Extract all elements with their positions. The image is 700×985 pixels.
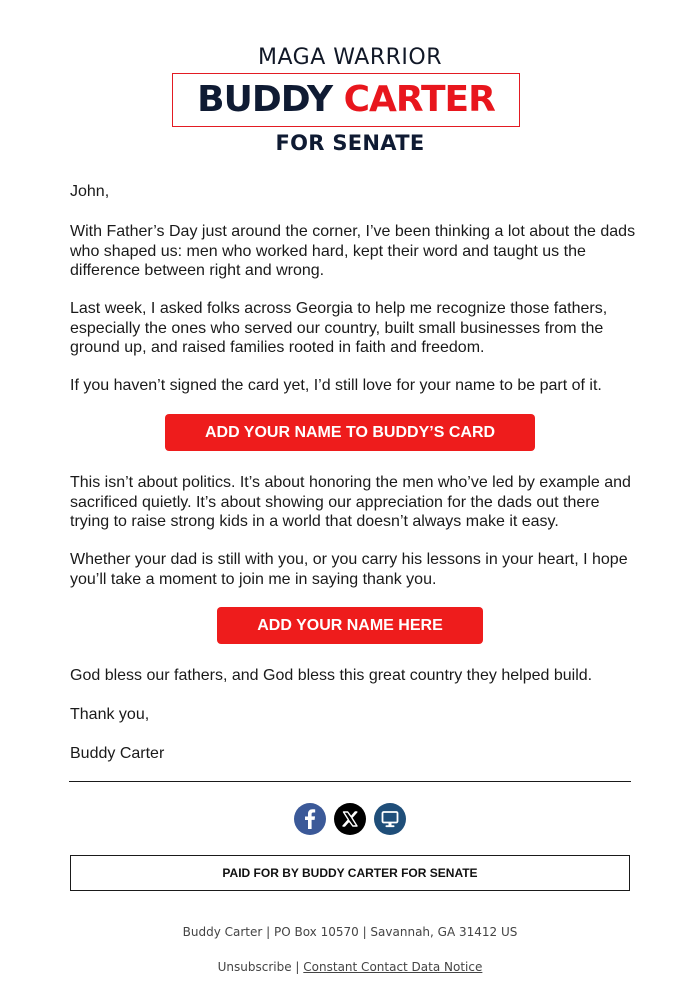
unsubscribe-link[interactable]: Unsubscribe [217,960,292,974]
paid-for-disclaimer: PAID FOR BY BUDDY CARTER FOR SENATE [70,855,630,891]
add-name-to-card-button[interactable]: ADD YOUR NAME TO BUDDY’S CARD [165,414,535,451]
signature: Buddy Carter [70,745,165,762]
paragraph-1: With Father’s Day just around the corner, I’ve been thinking a lot about the dads who shaped us: men who worked hard, kept their word and taught us the difference between right and wrong. [70,223,636,279]
greeting: John, [70,183,110,200]
website-icon[interactable] [374,803,406,835]
logo [172,73,520,127]
paragraph-5: Whether your dad is still with you, or you carry his lessons in your heart, I hope you’ll take a moment to join me in saying thank you. [70,551,628,588]
footer-separator: | [295,960,300,974]
logo-first-name: BUDDY [197,79,333,120]
paragraph-6: God bless our fathers, and God bless this great country they helped build. [70,667,593,684]
paragraph-2: Last week, I asked folks across Georgia to help me recognize those fathers, especially the ones who served our country, built small businesses from the ground up, and raised families rooted in faith and freedom. [70,300,608,356]
divider [69,781,631,782]
logo-tagline: MAGA WARRIOR [258,45,442,70]
paragraph-3: If you haven’t signed the card yet, I’d still love for your name to be part of it. [70,377,602,394]
add-name-here-button[interactable]: ADD YOUR NAME HERE [217,607,483,644]
logo-subtitle: FOR SENATE [275,131,425,155]
footer-address: Buddy Carter | PO Box 10570 | Savannah, GA 31412 US [182,925,518,939]
facebook-icon[interactable] [294,803,326,835]
logo-last-name: CARTER [343,79,495,120]
logo-name [173,78,519,122]
data-notice-link[interactable]: Constant Contact Data Notice [303,960,483,974]
paragraph-4: This isn’t about politics. It’s about honoring the men who’ve led by example and sacrificed quietly. It’s about showing our appreciation for the dads out there trying to raise strong kids in a world that doesn’t always make it easy. [70,474,631,530]
footer-links [0,960,700,974]
closing: Thank you, [70,706,150,723]
x-twitter-icon[interactable] [334,803,366,835]
